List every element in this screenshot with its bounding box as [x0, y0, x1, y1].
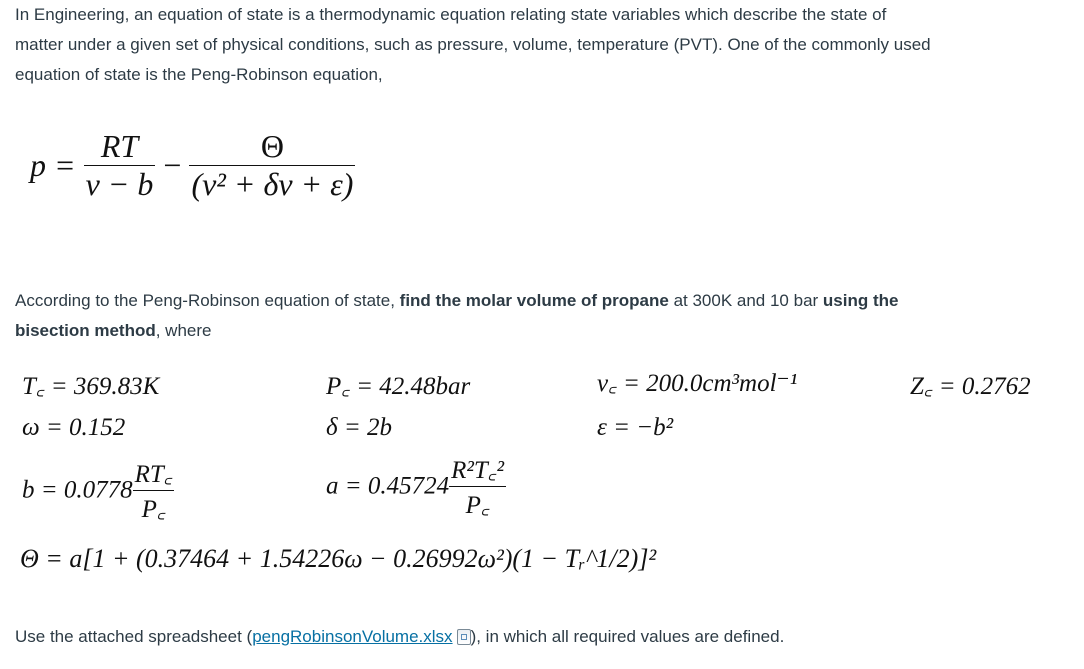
task-bold-1: find the molar volume of propane: [399, 291, 669, 310]
equation-term2-numerator: Θ: [260, 128, 284, 164]
task-bold-2: using the: [822, 291, 899, 310]
param-zc: Z꜀ = 0.2762: [910, 373, 1031, 400]
peng-robinson-equation: [30, 128, 355, 203]
param-tc: T꜀ = 369.83K: [22, 373, 160, 400]
param-a-denominator: P꜀: [449, 486, 506, 521]
task-paragraph: [15, 286, 1065, 346]
param-b-numerator: RT꜀: [134, 461, 173, 488]
param-a-fraction: [449, 452, 506, 521]
equation-term1: [84, 128, 156, 203]
param-a-numerator: R²T꜀²: [451, 457, 504, 484]
equation-term1-denominator: v − b: [85, 166, 154, 202]
footer-post: ), in which all required values are defined.: [470, 627, 785, 646]
intro-paragraph: [15, 0, 1065, 90]
equation-lhs: p =: [30, 147, 76, 183]
footer-paragraph: [15, 622, 1065, 652]
file-preview-icon[interactable]: [457, 629, 471, 645]
task-post: , where: [155, 321, 212, 340]
intro-line-2: matter under a given set of physical conditions, such as pressure, volume, temperature (PVT). One of the commonly used: [15, 35, 931, 54]
param-b-denominator: P꜀: [133, 490, 175, 525]
task-bold-3: bisection method: [15, 321, 156, 340]
task-mid: at 300K and 10 bar: [668, 291, 823, 310]
param-pc: P꜀ = 42.48bar: [326, 373, 471, 400]
footer-pre: Use the attached spreadsheet (: [15, 627, 253, 646]
equation-minus: −: [163, 147, 182, 183]
equation-term1-numerator: RT: [100, 128, 139, 164]
equation-term2-denominator: (v² + δv + ε): [191, 166, 354, 202]
param-b: [22, 456, 174, 525]
param-a-lhs: a = 0.45724: [326, 472, 450, 500]
equation-term2: [189, 128, 355, 203]
param-a: [326, 452, 506, 521]
param-omega: ω = 0.152: [22, 414, 126, 441]
param-b-fraction: [133, 456, 175, 525]
param-theta: Θ = a[1 + (0.37464 + 1.54226ω − 0.26992ω²)(1 − Tᵣ^1/2)]²: [20, 544, 657, 573]
param-b-lhs: b = 0.0778: [22, 476, 133, 504]
intro-line-1: In Engineering, an equation of state is a thermodynamic equation relating state variables which describe the state of: [15, 5, 887, 24]
spreadsheet-link[interactable]: pengRobinsonVolume.xlsx: [252, 627, 453, 646]
param-vc: v꜀ = 200.0cm³mol⁻¹: [597, 370, 798, 397]
param-delta: δ = 2b: [326, 414, 392, 441]
task-pre: According to the Peng-Robinson equation of state,: [15, 291, 400, 310]
param-epsilon: ε = −b²: [597, 414, 674, 441]
intro-line-3: equation of state is the Peng-Robinson equation,: [15, 65, 383, 84]
